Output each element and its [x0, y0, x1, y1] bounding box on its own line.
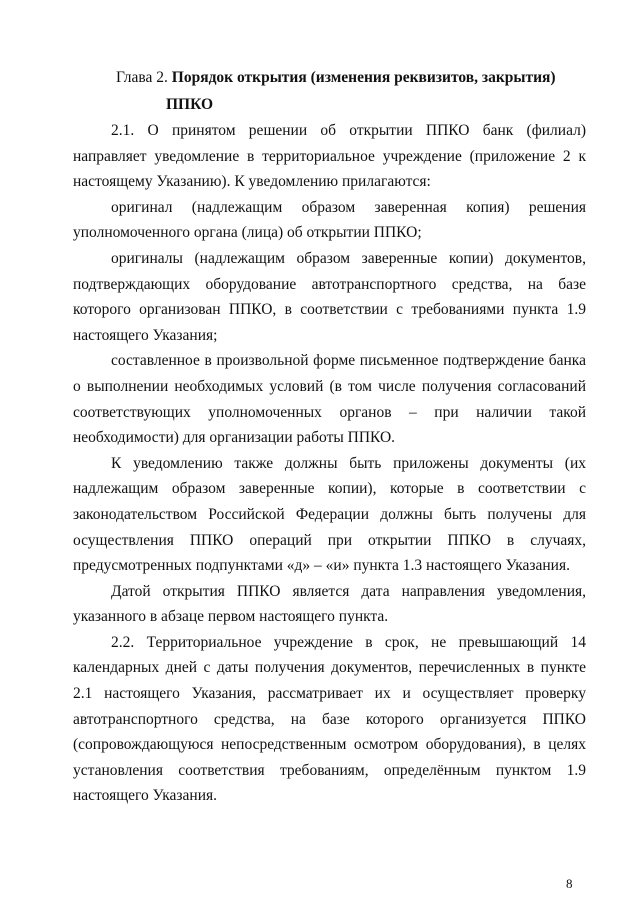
page-number: 8 — [566, 876, 573, 891]
paragraph-equipment-documents: оригиналы (надлежащим образом заверенные копии) документов, подтверждающих оборудование автотранспортного средства, на базе которого организован ППКО, в соответствии с требованиями пункта 1.9 настоящего Указания; — [73, 249, 586, 344]
paragraph-2-1-intro: 2.1. О принятом решении об открытии ППКО банк (филиал) направляет уведомление в территориальное учреждение (приложение 2 к настоящему Указанию). К уведомлению прилагаются: — [73, 122, 586, 191]
paragraph-additional-documents: К уведомлению также должны быть приложены документы (их надлежащим образом заверенные копии), которые в соответствии с законодательством Российской Федерации должны быть получены для осуществления ППКО операций при открытии ППКО в случаях, предусмотренных подпунктами «д» – «и» пункта 1.3 настоящего Указания. — [73, 454, 586, 575]
paragraph-decision-original: оригинал (надлежащим образом заверенная копия) решения уполномоченного органа (лица) об открытии ППКО; — [73, 198, 586, 242]
chapter-heading — [116, 64, 586, 118]
document-body — [73, 118, 586, 809]
chapter-title: Порядок открытия (изменения реквизитов, закрытия) — [171, 69, 556, 86]
paragraph-opening-date: Датой открытия ППКО является дата направления уведомления, указанного в абзаце первом настоящего пункта. — [73, 582, 586, 626]
paragraph-bank-confirmation: составленное в произвольной форме письменное подтверждение банка о выполнении необходимых условий (в том числе получения согласований соответствующих уполномоченных органов – при наличии такой необходимости) для организации работы ППКО. — [73, 352, 586, 447]
chapter-number: Глава 2. — [116, 69, 168, 86]
paragraph-2-2-review: 2.2. Территориальное учреждение в срок, не превышающий 14 календарных дней с даты получения документов, перечисленных в пункте 2.1 настоящего Указания, рассматривает их и осуществляет проверку автотранспортного средства, на базе которого организуется ППКО (сопровождающуюся непосредственным осмотром оборудования), в целях установления соответствия требованиям, определённым пунктом 1.9 настоящего Указания. — [73, 633, 586, 805]
chapter-title-continuation: ППКО — [166, 96, 214, 113]
